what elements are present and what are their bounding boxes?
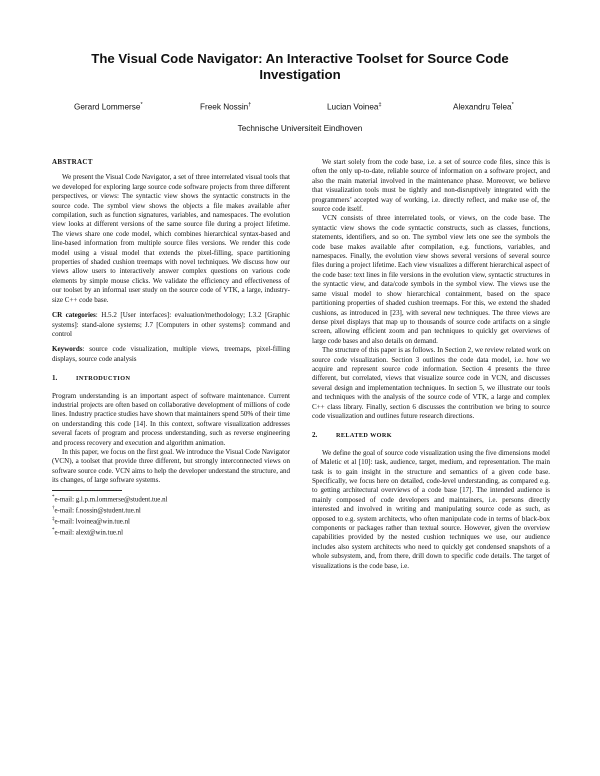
left-column <box>52 158 290 538</box>
author-mark: * <box>511 102 514 108</box>
footnote-rule <box>52 490 122 491</box>
section-number: 2. <box>312 431 318 440</box>
footnote-mark: * <box>52 528 55 534</box>
right-column <box>312 158 550 571</box>
section-heading-related-work <box>312 431 550 440</box>
footnote <box>52 526 290 537</box>
author-mark: † <box>248 102 252 108</box>
footnote-text: e-mail: lvoinea@win.tue.nl <box>54 518 130 526</box>
footnote-text: e-mail: alext@win.tue.nl <box>54 529 124 537</box>
body-paragraph-1: We start solely from the code base, i.e. a set of source code files, since this is often the only up-to-date, reliable source of information on a software project, and also the main material involved in the maintenance phase. Moreover, we believe that visualization tools must be tightly and non-disruptively integrated with the programmers’ accepted way of working, i.e. directly reflect, and make use of, the source code itself. <box>312 158 550 214</box>
author-name: Lucian Voinea <box>327 102 379 112</box>
author-name: Freek Nossin <box>200 102 249 112</box>
keywords <box>52 345 290 364</box>
footnote-mark: † <box>52 505 55 511</box>
section-number: 1. <box>52 374 58 383</box>
footnote-mark: ‡ <box>52 517 55 523</box>
author-mark: * <box>140 102 143 108</box>
author-name: Alexandru Telea <box>453 102 512 112</box>
affiliation: Technische Universiteit Eindhoven <box>237 124 363 133</box>
cr-text: : H.5.2 [User interfaces]: evaluation/methodology; I.3.2 [Graphic systems]: stand-alone systems; J.7 [Computers in other systems]: command and control <box>52 311 290 338</box>
footnote-text: e-mail: g.l.p.m.lommerse@student.tue.nl <box>54 495 168 503</box>
author-2 <box>200 102 251 112</box>
abstract-text: We present the Visual Code Navigator, a set of three interrelated visual tools that we developed for exploring large source code software projects from three different perspectives, or views: The syntactic view shows the syntactic constructs in the source code. The symbol view shows the objects a file makes available after compilation, such as function signatures, variables, and namespaces. The evolution view looks at different versions of the same source file during a project lifetime. The views share one code model, which combines hierarchical syntax-based and line-based information from multiple source files versions. We render this code model using a visual model that extends the pixel-filling, space partitioning properties of shaded cushion treemaps with novel techniques. We discuss how our views allow users to interactively answer complex questions on various code elements by simple mouse clicks. We validate the efficiency and effectiveness of our toolset by an informal user study on the source code of VTK, a large, industry-size C++ code base. <box>52 173 290 304</box>
footnote-text: e-mail: f.nossin@student.tue.nl <box>54 507 141 515</box>
intro-paragraph-1: Program understanding is an important aspect of software maintenance. Current industrial projects are often based on collaborative development of millions of code lines. Industry practice studies have shown that maintainers spend 50% of their time on understanding this code [14]. In this context, software visualization addresses several facets of program and process understanding, such as reverse engineering and process recovery and execution and algorithm animation. <box>52 391 290 447</box>
footnote <box>52 493 290 504</box>
author-4 <box>453 102 514 112</box>
cr-categories <box>52 311 290 339</box>
footnote <box>52 504 290 515</box>
footnote-mark: * <box>52 494 55 500</box>
cr-label: CR categories <box>52 311 96 320</box>
author-3 <box>327 102 382 112</box>
footnote <box>52 515 290 526</box>
paper-title: The Visual Code Navigator: An Interactive Toolset for Source Code Investigation <box>91 51 509 82</box>
section-title: RELATED WORK <box>336 432 392 440</box>
author-name: Gerard Lommerse <box>74 102 141 112</box>
body-paragraph-3: The structure of this paper is as follows. In Section 2, we review related work on source code visualization. Section 3 outlines the code data model, i.e. how we acquire and represent source code information. Section 4 presents the three different, but correlated, views that visualize source code in VCN, and discusses several design and implementation techniques. In section 5, we illustrate our tools and techniques with the analysis of the source code of VTK, a large and complex C++ class library. Finally, section 6 discusses the contribution we bring to source code visualization and outlines future research directions. <box>312 346 550 420</box>
section-title: INTRODUCTION <box>76 375 131 383</box>
related-work-paragraph: We define the goal of source code visualization using the five dimensions model of Maletic et al [10]: task, audience, target, medium, and representation. The main task is to gain insight in the structure and semantics of a given code base. Specifically, we focus here on detailed, code-level understanding, as compared e.g. to getting architectural overviews of a code base [17]. The intended audience is mainly composed of code developers and maintainers, i.e. persons directly interested and involved in writing and manipulating source code as such, as opposed to e.g. system architects, who often manipulate code in terms of black-box components or packages rather than textual source. However, given the overview capabilities provided by the nested cushion techniques we use, our audience includes also system architects who need to quickly get condensed snapshots of a whole subsystem, and, from there, drill down to specific code details. The target of visualizations is the code base, i.e. <box>312 448 550 570</box>
abstract-heading: ABSTRACT <box>52 158 93 166</box>
author-mark: ‡ <box>378 102 382 108</box>
intro-paragraph-2: In this paper, we focus on the first goal. We introduce the Visual Code Navigator (VCN), a toolset that provide three different, but strongly interconnected views on software source code. VCN aims to help the developer understand the structure, and its changes, of large software systems. <box>52 447 290 485</box>
body-paragraph-2: VCN consists of three interrelated tools, or views, on the code base. The syntactic view shows the code syntactic constructs, such as classes, functions, statements, identifiers, and so on. The symbol view lets one see the symbols the code base makes available after compilation, e.g. functions, variables, and namespaces. Finally, the evolution view shows several versions of several source files during a project lifetime. Each view visualizes a different hierarchical aspect of the code base: text lines in file versions in the evolution view, syntactic structures in the syntactic view, and data/code symbols in the symbol view. The views use the same visual model to show hierarchical containment, based on the space partitioning properties of shaded cushion treemaps. For this, we extend the shaded cushions, as introduced in [23], with several new techniques. The three views are dense pixel displays that map up to thousands of source code artifacts on a single screen, allowing efficient zoom and pan techniques to quickly get overviews of large code bases and also details on demand. <box>312 214 550 345</box>
keywords-label: Keywords <box>52 345 83 354</box>
author-1 <box>74 102 143 112</box>
section-heading-introduction <box>52 374 290 383</box>
keywords-text: : source code visualization, multiple views, treemaps, pixel-filling displays, source code analysis <box>52 345 290 363</box>
